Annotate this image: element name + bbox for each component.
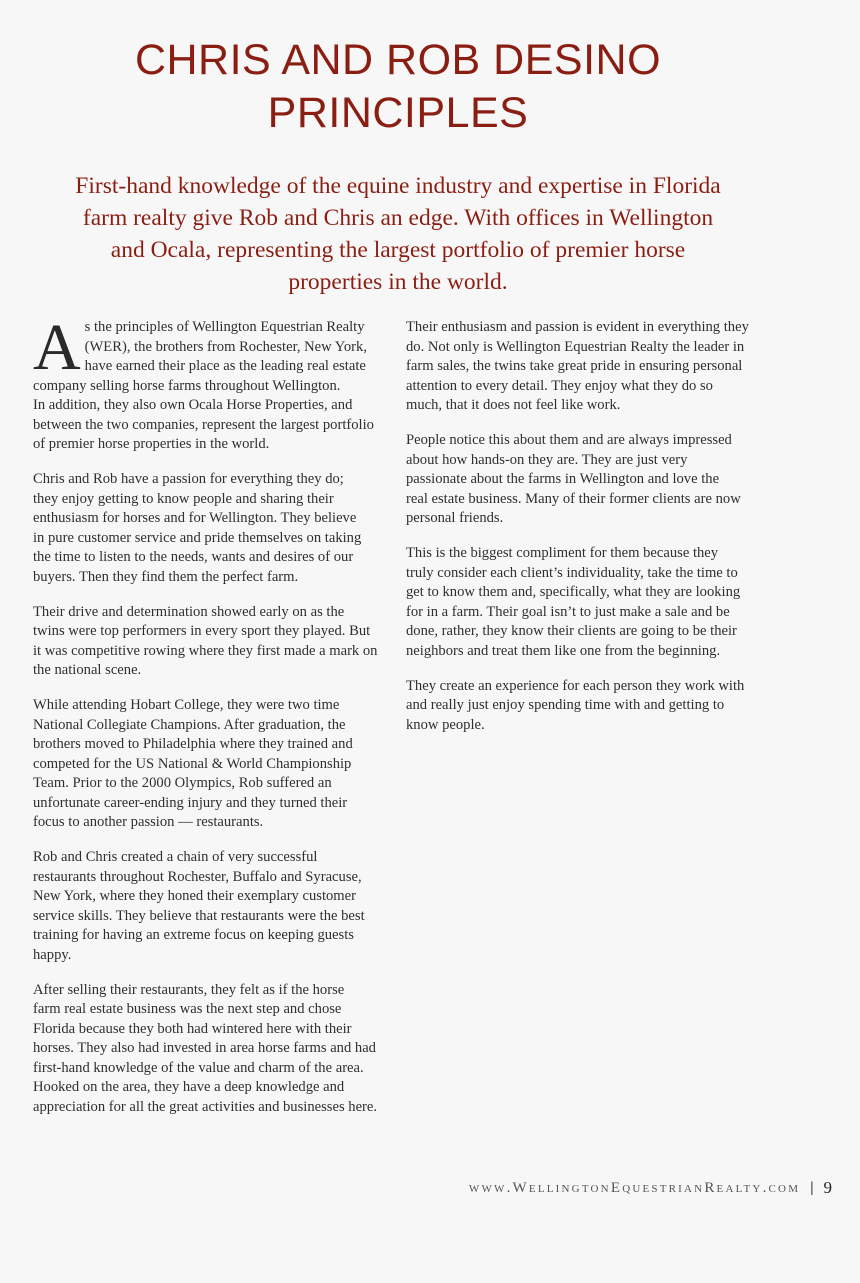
text-line: company selling horse farms throughout Wellington.	[33, 377, 341, 394]
paragraph	[406, 677, 766, 736]
right-column	[406, 318, 766, 751]
text-line: National Collegiate Champions. After graduation, the	[33, 716, 346, 733]
text-line: unfortunate career-ending injury and they turned their	[33, 794, 348, 811]
text-line: They create an experience for each person they work with	[406, 677, 745, 694]
page-number: 9	[823, 1178, 832, 1197]
text-line: neighbors and treat them like one from the beginning.	[406, 642, 721, 659]
text-line: Rob and Chris created a chain of very successful	[33, 849, 318, 865]
text-line: While attending Hobart College, they were two time	[33, 697, 340, 713]
text-line: Their enthusiasm and passion is evident in everything they	[406, 319, 749, 335]
text-line: farm real estate business was the next step and chose	[33, 1001, 342, 1017]
text-line: This is the biggest compliment for them because they	[406, 545, 719, 561]
text-line: real estate business. Many of their former clients are now	[406, 490, 741, 507]
paragraph	[406, 318, 766, 416]
text-line: Chris and Rob have a passion for everything they do;	[33, 471, 344, 487]
text-line: brothers moved to Philadelphia where they trained and	[33, 736, 353, 752]
text-line: the time to listen to the needs, wants and desires of our	[33, 549, 354, 565]
text-line: enthusiasm for horses and for Wellington. They believe	[33, 510, 357, 526]
text-line: of premier horse properties in the world.	[33, 436, 270, 452]
text-line: People notice this about them and are always impressed	[406, 432, 732, 448]
text-line: twins were top performers in every sport they played. But	[33, 623, 371, 639]
text-line: they enjoy getting to know people and sharing their	[33, 490, 334, 507]
paragraph	[33, 603, 389, 681]
text-line: horses. They also had invested in area horse farms and had	[33, 1040, 376, 1056]
text-line: Florida because they both had wintered here with their	[33, 1020, 352, 1037]
paragraph	[33, 848, 389, 965]
intro-line: First-hand knowledge of the equine industry and expertise in Florida	[75, 173, 721, 199]
text-line: Their drive and determination showed early on as the	[33, 603, 345, 620]
text-line: it was competitive rowing where they first made a mark on	[33, 642, 378, 659]
paragraph	[406, 544, 766, 661]
text-line: competed for the US National & World Championship	[33, 755, 352, 772]
paragraph	[33, 696, 389, 833]
text-line: and really just enjoy spending time with and getting to	[406, 697, 725, 713]
page-title-line-1: CHRIS AND ROB DESINO	[134, 36, 662, 84]
text-line: know people.	[406, 716, 485, 733]
text-line: appreciation for all the great activities and businesses here.	[33, 1098, 378, 1115]
text-line: In addition, they also own Ocala Horse Properties, and	[33, 397, 353, 413]
text-line: personal friends.	[406, 510, 504, 526]
intro-line: and Ocala, representing the largest portfolio of premier horse	[110, 237, 686, 263]
text-line: truly consider each client’s individuality, take the time to	[406, 564, 738, 581]
text-line: have earned their place as the leading real estate	[84, 358, 366, 374]
text-line: restaurants throughout Rochester, Buffalo and Syracuse,	[33, 868, 362, 885]
paragraph	[33, 311, 389, 455]
text-line: After selling their restaurants, they felt as if the horse	[33, 981, 345, 998]
text-line: about how hands-on they are. They are just very	[406, 451, 688, 468]
text-line: for in a farm. Their goal isn’t to just make a sale and be	[406, 603, 730, 620]
paragraph	[33, 981, 389, 1118]
text-line: training for having an extreme focus on keeping guests	[33, 927, 354, 943]
text-line: done, rather, they know their clients are going to be their	[406, 623, 737, 639]
text-line: farm sales, the twins take great pride in ensuring personal	[406, 358, 743, 374]
text-line: focus to another passion — restaurants.	[33, 814, 264, 830]
text-line: passionate about the farms in Wellington and love the	[406, 471, 720, 487]
text-line: between the two companies, represent the largest portfolio	[33, 416, 374, 433]
text-line: happy.	[33, 946, 72, 963]
text-line: Hooked on the area, they have a deep knowledge and	[33, 1079, 345, 1095]
footer-separator: |	[810, 1179, 814, 1196]
text-line: New York, where they honed their exemplary customer	[33, 888, 356, 904]
text-line: first-hand knowledge of the value and charm of the area.	[33, 1059, 364, 1076]
text-line: s the principles of Wellington Equestrian Realty	[84, 319, 365, 335]
text-line: attention to every detail. They enjoy what they do so	[406, 377, 713, 394]
text-line: the national scene.	[33, 662, 142, 678]
paragraph	[406, 431, 766, 529]
text-line: buyers. Then they find them the perfect farm.	[33, 568, 299, 585]
page-title-line-2: PRINCIPLES	[267, 89, 529, 137]
drop-cap: A	[33, 311, 81, 384]
text-line: service skills. They believe that restaurants were the best	[33, 907, 365, 924]
page-footer	[469, 1178, 832, 1198]
text-line: Team. Prior to the 2000 Olympics, Rob suffered an	[33, 775, 332, 791]
intro-deck	[40, 170, 756, 298]
left-column	[33, 311, 389, 1133]
text-line: get to know them and, specifically, what they are looking	[406, 584, 741, 600]
intro-line: farm realty give Rob and Chris an edge. With offices in Wellington	[82, 205, 714, 231]
paragraph	[33, 470, 389, 587]
intro-line: properties in the world.	[288, 269, 508, 295]
text-line: much, that it does not feel like work.	[406, 397, 621, 413]
page-title	[0, 34, 796, 140]
text-line: (WER), the brothers from Rochester, New York,	[84, 338, 367, 355]
text-line: in pure customer service and pride themselves on taking	[33, 529, 362, 546]
website-link[interactable]: www.WellingtonEquestrianRealty.com	[468, 1179, 801, 1196]
text-line: do. Not only is Wellington Equestrian Realty the leader in	[406, 338, 745, 355]
